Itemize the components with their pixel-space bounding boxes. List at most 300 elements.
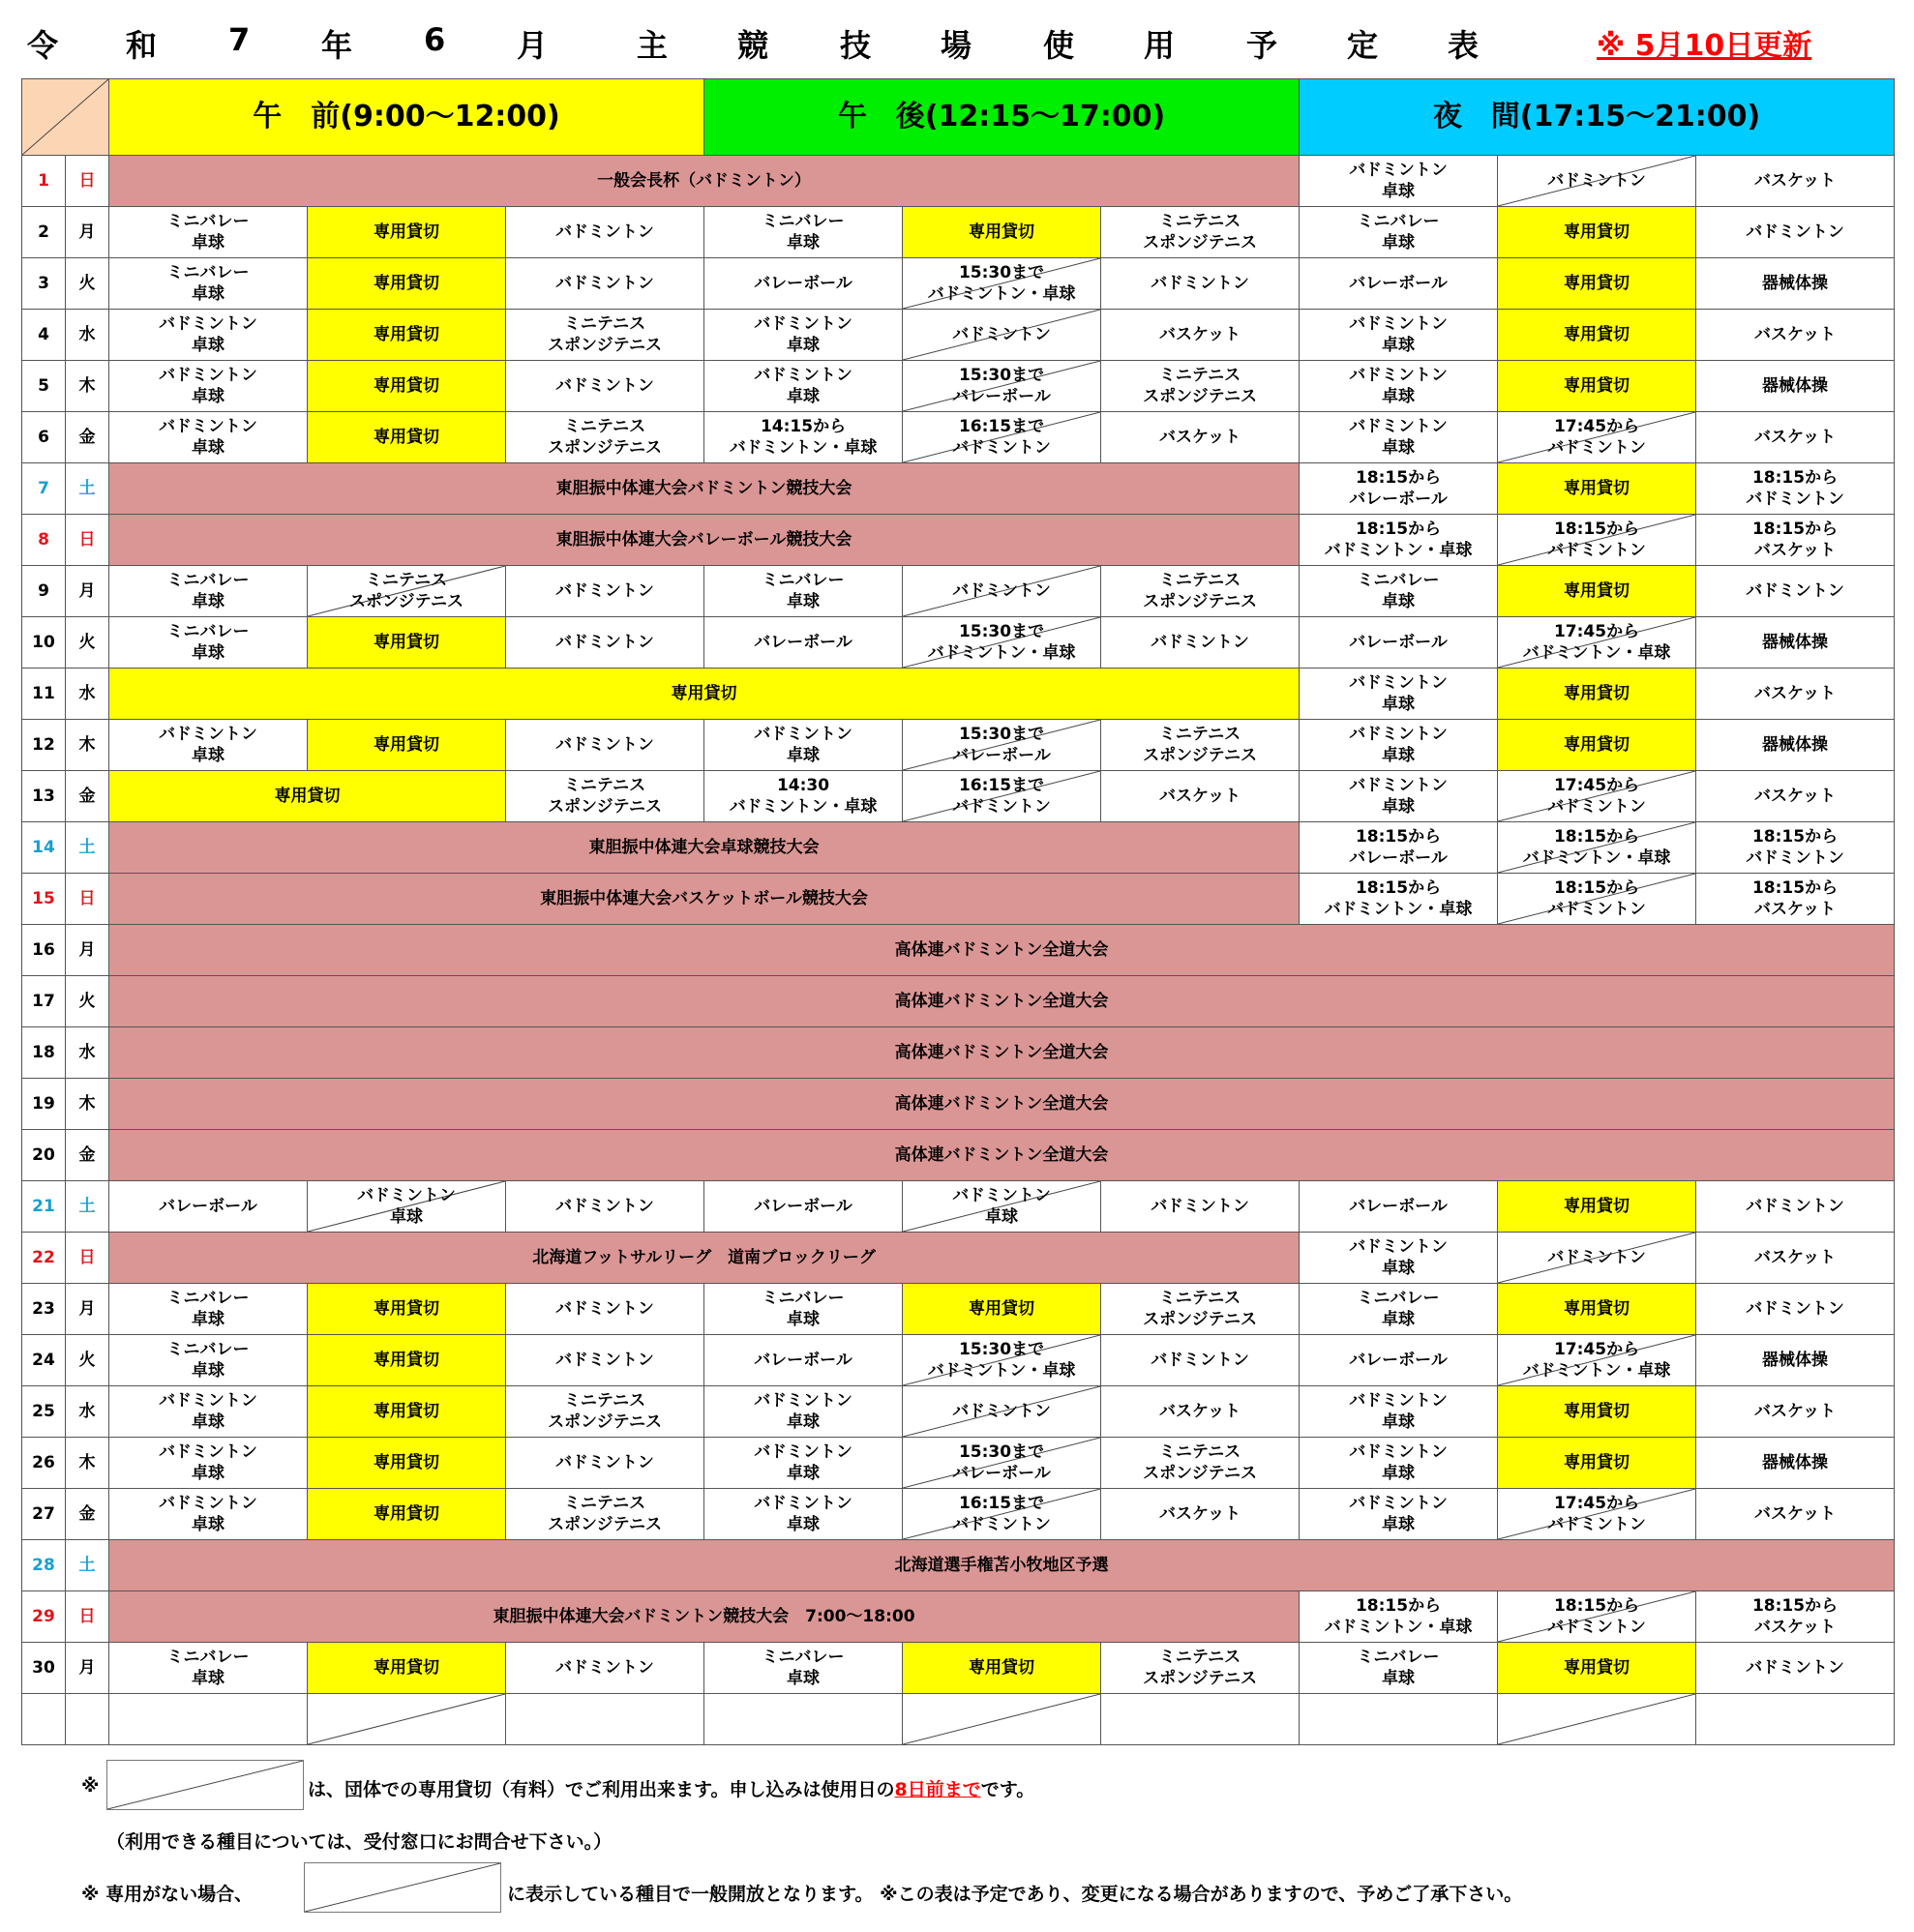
schedule-cell <box>1696 617 1895 669</box>
title-char: 予 <box>1246 27 1278 64</box>
exclusive-rental-cell <box>308 1284 506 1335</box>
rental-available-cell <box>903 1489 1101 1540</box>
rental-available-cell <box>903 566 1101 617</box>
day-number: 13 <box>22 771 66 822</box>
exclusive-rental-cell <box>308 1643 506 1694</box>
day-number: 3 <box>22 258 66 310</box>
cell-text: ミニバレー 卓球 <box>166 1648 250 1688</box>
cell-text: バドミントン <box>555 1299 654 1319</box>
cell-text: バドミントン <box>1151 1197 1249 1216</box>
rental-available-cell <box>903 1438 1101 1489</box>
weekday: 月 <box>66 1643 109 1694</box>
schedule-cell <box>1300 874 1498 925</box>
cell-text: バドミントン <box>555 1658 654 1678</box>
schedule-cell <box>109 412 308 463</box>
cell-text: バレーボール <box>754 1351 852 1370</box>
cell-text: 18:15から バスケット <box>1751 1596 1839 1637</box>
cell-text: バドミントン <box>555 1453 654 1472</box>
cell-text: 器械体操 <box>1762 274 1829 293</box>
cell-text: 専用貸切 <box>374 325 439 344</box>
title-char: 6 <box>424 21 446 58</box>
exclusive-rental-cell <box>1498 1181 1696 1233</box>
cell-text: 東胆振中体連大会バドミントン競技大会 7:00～18:00 <box>493 1607 915 1626</box>
schedule-cell <box>506 720 704 771</box>
cell-text: 専用貸切 <box>374 1658 439 1678</box>
schedule-cell <box>1300 361 1498 412</box>
cell-text: 専用貸切 <box>969 1658 1035 1678</box>
cell-text: バドミントン 卓球 <box>357 1186 456 1227</box>
cell-text: 18:15から バレーボール <box>1349 468 1448 509</box>
schedule-cell <box>1101 258 1300 310</box>
rental-available-cell <box>903 617 1101 669</box>
diagonal-line <box>903 1694 1100 1744</box>
title-char: 主 <box>637 27 669 64</box>
schedule-cell <box>109 1438 308 1489</box>
weekday: 土 <box>66 822 109 874</box>
cell-text: 専用貸切 <box>1564 1453 1630 1472</box>
cell-text: 15:30まで バドミントン・卓球 <box>927 263 1076 304</box>
schedule-cell <box>1300 1335 1498 1386</box>
exclusive-rental-cell <box>1498 463 1696 515</box>
cell-text: 専用貸切 <box>1564 479 1630 498</box>
schedule-cell <box>1696 1591 1895 1643</box>
cell-text: ミニバレー 卓球 <box>762 1289 845 1329</box>
day-row <box>22 412 1895 463</box>
rental-available-cell <box>903 1694 1101 1745</box>
schedule-cell <box>1696 1284 1895 1335</box>
day-number: 30 <box>22 1643 66 1694</box>
cell-text: 17:45から バドミントン <box>1547 1494 1646 1534</box>
cell-text: バレーボール <box>754 274 852 293</box>
cell-text: バドミントン 卓球 <box>952 1186 1051 1227</box>
rental-available-cell <box>903 412 1101 463</box>
schedule-cell <box>1696 1386 1895 1438</box>
cell-text: ミニバレー 卓球 <box>166 212 250 253</box>
deadline-text: 8日前まで <box>894 1779 981 1800</box>
cell-text: 18:15から バドミントン・卓球 <box>1324 520 1473 560</box>
day-number: 9 <box>22 566 66 617</box>
cell-text: ミニテニス スポンジテニス <box>548 776 662 817</box>
day-row <box>22 1335 1895 1386</box>
cell-text: ミニバレー 卓球 <box>166 622 250 663</box>
schedule-cell <box>506 361 704 412</box>
cell-text: 専用貸切 <box>374 376 439 396</box>
exclusive-rental-cell <box>109 669 1300 720</box>
event-cell <box>109 1079 1895 1130</box>
schedule-cell <box>704 1694 903 1745</box>
cell-text: 専用貸切 <box>1564 735 1630 755</box>
cell-text: バドミントン 卓球 <box>754 366 852 406</box>
schedule-cell <box>109 720 308 771</box>
weekday: 月 <box>66 207 109 258</box>
footnote-mark: ※ <box>81 1775 100 1797</box>
title-char: 場 <box>941 27 972 64</box>
schedule-cell <box>1101 1335 1300 1386</box>
exclusive-rental-cell <box>1498 566 1696 617</box>
exclusive-rental-cell <box>1498 669 1696 720</box>
cell-text: バドミントン 卓球 <box>754 1494 852 1534</box>
cell-text: ミニバレー 卓球 <box>166 1289 250 1329</box>
cell-text: ミニテニス スポンジテニス <box>548 314 662 355</box>
cell-text: バドミントン 卓球 <box>159 1391 257 1432</box>
schedule-cell <box>109 1386 308 1438</box>
schedule-cell <box>1300 771 1498 822</box>
schedule-cell <box>704 1284 903 1335</box>
cell-text: 専用貸切 <box>374 274 439 293</box>
schedule-cell <box>704 771 903 822</box>
title-char: 月 <box>517 27 549 64</box>
event-cell <box>109 1130 1895 1181</box>
weekday: 火 <box>66 617 109 669</box>
weekday: 木 <box>66 361 109 412</box>
cell-text: バドミントン 卓球 <box>1349 1442 1448 1483</box>
rental-available-cell <box>1498 1694 1696 1745</box>
cell-text: バドミントン 卓球 <box>754 725 852 765</box>
cell-text: バドミントン <box>1547 171 1646 191</box>
day-number: 20 <box>22 1130 66 1181</box>
weekday: 木 <box>66 1079 109 1130</box>
day-row <box>22 822 1895 874</box>
weekday: 月 <box>66 925 109 976</box>
legend-diagonal-box-2 <box>304 1862 501 1913</box>
day-row <box>22 1130 1895 1181</box>
schedule-cell <box>1101 361 1300 412</box>
cell-text: ミニバレー 卓球 <box>1357 212 1440 253</box>
title-char: 用 <box>1144 27 1176 64</box>
day-number: 1 <box>22 156 66 207</box>
schedule-cell <box>1696 1181 1895 1233</box>
rental-available-cell <box>903 1181 1101 1233</box>
cell-text: バドミントン <box>555 735 654 755</box>
weekday: 金 <box>66 1489 109 1540</box>
day-number: 6 <box>22 412 66 463</box>
rental-available-cell <box>1498 874 1696 925</box>
exclusive-rental-cell <box>308 617 506 669</box>
schedule-cell <box>704 617 903 669</box>
schedule-cell <box>109 1284 308 1335</box>
schedule-cell <box>704 258 903 310</box>
schedule-cell <box>704 1643 903 1694</box>
cell-text: 15:30まで バドミントン・卓球 <box>927 1340 1076 1381</box>
day-row <box>22 1591 1895 1643</box>
day-number: 25 <box>22 1386 66 1438</box>
rental-available-cell <box>903 258 1101 310</box>
day-row <box>22 566 1895 617</box>
weekday: 日 <box>66 1591 109 1643</box>
cell-text: バスケット <box>1158 1402 1241 1421</box>
cell-text: 17:45から バドミントン <box>1547 776 1646 817</box>
day-number: 16 <box>22 925 66 976</box>
cell-text: バドミントン 卓球 <box>1349 725 1448 765</box>
title-char: 7 <box>228 21 251 58</box>
legend-diagonal-line <box>107 1761 303 1809</box>
schedule-cell <box>1696 1489 1895 1540</box>
cell-text: ミニテニス スポンジテニス <box>1143 1289 1257 1329</box>
weekday: 木 <box>66 720 109 771</box>
cell-text: バスケット <box>1753 428 1837 447</box>
cell-text: ミニバレー 卓球 <box>166 1340 250 1381</box>
weekday: 土 <box>66 1181 109 1233</box>
schedule-cell <box>1696 207 1895 258</box>
cell-text: 18:15から バドミントン <box>1547 520 1646 560</box>
weekday: 水 <box>66 1386 109 1438</box>
cell-text: ミニバレー 卓球 <box>762 1648 845 1688</box>
schedule-cell <box>1300 669 1498 720</box>
cell-text: 18:15から バドミントン・卓球 <box>1324 1596 1473 1637</box>
schedule-cell <box>1300 1284 1498 1335</box>
cell-text: バスケット <box>1753 1504 1837 1524</box>
cell-text: 専用貸切 <box>1564 1658 1630 1678</box>
rental-available-cell <box>903 1335 1101 1386</box>
schedule-cell <box>109 1643 308 1694</box>
cell-text: 専用貸切 <box>374 1299 439 1319</box>
day-number: 22 <box>22 1233 66 1284</box>
schedule-cell <box>506 412 704 463</box>
footnote-1 <box>308 1775 1034 1801</box>
day-number: 24 <box>22 1335 66 1386</box>
day-number: 10 <box>22 617 66 669</box>
schedule-cell <box>506 617 704 669</box>
exclusive-rental-cell <box>308 361 506 412</box>
cell-text: バドミントン 卓球 <box>159 366 257 406</box>
schedule-cell <box>506 1489 704 1540</box>
event-cell <box>109 874 1300 925</box>
cell-text: 専用貸切 <box>1564 325 1630 344</box>
cell-text: バレーボール <box>1349 1351 1448 1370</box>
event-cell <box>109 925 1895 976</box>
schedule-grid <box>21 78 1895 1745</box>
weekday: 月 <box>66 566 109 617</box>
day-number: 28 <box>22 1540 66 1591</box>
exclusive-rental-cell <box>308 207 506 258</box>
corner-diagonal <box>22 79 108 155</box>
schedule-cell <box>1300 1438 1498 1489</box>
schedule-cell <box>704 1386 903 1438</box>
day-row <box>22 1284 1895 1335</box>
cell-text: バドミントン <box>1151 274 1249 293</box>
cell-text: 16:15まで バドミントン <box>952 417 1051 458</box>
schedule-cell <box>506 771 704 822</box>
cell-text: 器械体操 <box>1762 1453 1829 1472</box>
schedule-cell <box>1101 1181 1300 1233</box>
event-cell <box>109 1591 1300 1643</box>
cell-text: 東胆振中体連大会バスケットボール競技大会 <box>540 889 868 908</box>
cell-text: 専用貸切 <box>969 1299 1035 1319</box>
rental-available-cell <box>903 310 1101 361</box>
schedule-cell <box>1101 720 1300 771</box>
cell-text: 18:15から バスケット <box>1751 878 1839 919</box>
exclusive-rental-cell <box>308 258 506 310</box>
cell-text: バスケット <box>1753 1402 1837 1421</box>
rental-available-cell <box>903 1386 1101 1438</box>
cell-text: バドミントン <box>1746 223 1844 242</box>
day-row <box>22 1386 1895 1438</box>
exclusive-rental-cell <box>308 412 506 463</box>
cell-text: バドミントン 卓球 <box>1349 1391 1448 1432</box>
cell-text: ミニテニス スポンジテニス <box>1143 1648 1257 1688</box>
rental-available-cell <box>1498 515 1696 566</box>
schedule-cell <box>109 258 308 310</box>
schedule-cell <box>109 361 308 412</box>
schedule-cell <box>1101 566 1300 617</box>
day-row <box>22 258 1895 310</box>
cell-text: ミニバレー 卓球 <box>1357 1648 1440 1688</box>
schedule-cell <box>1101 617 1300 669</box>
cell-text: 器械体操 <box>1762 1351 1829 1370</box>
cell-text: 14:15から バドミントン・卓球 <box>729 417 878 458</box>
cell-text: バドミントン 卓球 <box>754 1391 852 1432</box>
footnote-1-text: は、団体での専用貸切（有料）でご利用出来ます。申し込みは使用日の <box>308 1779 895 1800</box>
cell-text: バドミントン <box>1151 633 1249 652</box>
schedule-cell <box>1696 1643 1895 1694</box>
rental-available-cell <box>1498 617 1696 669</box>
title-char: 競 <box>737 27 769 64</box>
day-row <box>22 925 1895 976</box>
schedule-cell <box>1300 566 1498 617</box>
event-cell <box>109 822 1300 874</box>
schedule-cell <box>1300 515 1498 566</box>
day-number: 23 <box>22 1284 66 1335</box>
rental-available-cell <box>308 1181 506 1233</box>
schedule-cell <box>1300 1233 1498 1284</box>
cell-text: バスケット <box>1158 325 1241 344</box>
footnote-1-end: です。 <box>980 1779 1035 1800</box>
schedule-cell <box>506 566 704 617</box>
cell-text: 18:15から バレーボール <box>1349 827 1448 868</box>
day-number: 15 <box>22 874 66 925</box>
schedule-cell <box>506 1643 704 1694</box>
cell-text: バスケット <box>1158 428 1241 447</box>
day-number: 7 <box>22 463 66 515</box>
exclusive-rental-cell <box>1498 1386 1696 1438</box>
cell-text: 15:30まで バレーボール <box>952 725 1051 765</box>
cell-text: バスケット <box>1753 684 1837 703</box>
schedule-cell <box>1300 617 1498 669</box>
cell-text: 専用貸切 <box>374 735 439 755</box>
weekday <box>66 1694 109 1745</box>
schedule-cell <box>1696 1694 1895 1745</box>
day-number: 4 <box>22 310 66 361</box>
event-cell <box>109 1540 1895 1591</box>
weekday: 日 <box>66 874 109 925</box>
header-row <box>22 79 1895 156</box>
weekday: 木 <box>66 1438 109 1489</box>
schedule-cell <box>1101 1438 1300 1489</box>
cell-text: バドミントン 卓球 <box>1349 366 1448 406</box>
diagonal-line <box>308 1694 505 1744</box>
day-row <box>22 1540 1895 1591</box>
cell-text: バスケット <box>1158 787 1241 806</box>
cell-text: 高体連バドミントン全道大会 <box>894 1145 1109 1165</box>
weekday: 水 <box>66 310 109 361</box>
cell-text: 専用貸切 <box>1564 1197 1630 1216</box>
cell-text: 高体連バドミントン全道大会 <box>894 1043 1109 1062</box>
schedule-cell <box>704 1335 903 1386</box>
cell-text: 専用貸切 <box>1564 274 1630 293</box>
exclusive-rental-cell <box>308 1335 506 1386</box>
schedule-cell <box>1696 412 1895 463</box>
day-row <box>22 1643 1895 1694</box>
rental-available-cell <box>308 1694 506 1745</box>
schedule-cell <box>1696 822 1895 874</box>
event-cell <box>109 976 1895 1027</box>
cell-text: ミニテニス スポンジテニス <box>1143 1442 1257 1483</box>
day-number: 18 <box>22 1027 66 1079</box>
cell-text: バドミントン 卓球 <box>1349 417 1448 458</box>
footnote-3-lead: ※ 専用がない場合、 <box>81 1884 254 1905</box>
day-number: 29 <box>22 1591 66 1643</box>
cell-text: バスケット <box>1753 787 1837 806</box>
event-cell <box>109 463 1300 515</box>
day-row <box>22 310 1895 361</box>
day-row <box>22 515 1895 566</box>
weekday: 水 <box>66 669 109 720</box>
weekday: 火 <box>66 1335 109 1386</box>
cell-text: ミニテニス スポンジテニス <box>1143 571 1257 611</box>
cell-text: 高体連バドミントン全道大会 <box>894 940 1109 960</box>
schedule-cell <box>704 412 903 463</box>
schedule-cell <box>1300 1591 1498 1643</box>
cell-text: 高体連バドミントン全道大会 <box>894 992 1109 1011</box>
schedule-cell <box>109 1694 308 1745</box>
schedule-cell <box>704 1181 903 1233</box>
schedule-cell <box>506 207 704 258</box>
schedule-cell <box>704 720 903 771</box>
cell-text: バドミントン <box>1746 581 1844 601</box>
weekday: 日 <box>66 156 109 207</box>
schedule-cell <box>1101 1694 1300 1745</box>
schedule-cell <box>109 310 308 361</box>
cell-text: 18:15から バドミントン・卓球 <box>1522 827 1671 868</box>
cell-text: バドミントン 卓球 <box>159 417 257 458</box>
schedule-cell <box>1101 412 1300 463</box>
event-cell <box>109 156 1300 207</box>
cell-text: バドミントン <box>952 325 1051 344</box>
rental-available-cell <box>1498 1335 1696 1386</box>
schedule-cell <box>1696 463 1895 515</box>
footnote-3: に表示している種目で一般開放となります。 ※この表は予定であり、変更になる場合がありますので、予めご了承下さい。 <box>507 1884 1523 1905</box>
cell-text: 器械体操 <box>1762 376 1829 396</box>
weekday: 金 <box>66 412 109 463</box>
day-number: 21 <box>22 1181 66 1233</box>
day-row <box>22 156 1895 207</box>
day-row <box>22 463 1895 515</box>
cell-text: バドミントン 卓球 <box>1349 1494 1448 1534</box>
cell-text: ミニバレー 卓球 <box>1357 1289 1440 1329</box>
cell-text: バレーボール <box>754 1197 852 1216</box>
weekday: 金 <box>66 1130 109 1181</box>
cell-text: 専用貸切 <box>374 1351 439 1370</box>
cell-text: 16:15まで バドミントン <box>952 776 1051 817</box>
exclusive-rental-cell <box>1498 361 1696 412</box>
exclusive-rental-cell <box>1498 720 1696 771</box>
corner-cell <box>22 79 109 156</box>
rental-available-cell <box>1498 771 1696 822</box>
header-morning: 午 前(9:00～12:00) <box>109 79 704 156</box>
title-char: 表 <box>1448 27 1480 64</box>
cell-text: バドミントン 卓球 <box>1349 673 1448 714</box>
day-number <box>22 1694 66 1745</box>
cell-text: ミニバレー 卓球 <box>762 212 845 253</box>
cell-text: ミニバレー 卓球 <box>1357 571 1440 611</box>
schedule-cell <box>1696 310 1895 361</box>
cell-text: 17:45から バドミントン・卓球 <box>1522 622 1671 663</box>
cell-text: バレーボール <box>1349 274 1448 293</box>
cell-text: 器械体操 <box>1762 735 1829 755</box>
day-number: 5 <box>22 361 66 412</box>
cell-text: 北海道フットサルリーグ 道南ブロックリーグ <box>532 1248 876 1267</box>
cell-text: 18:15から バスケット <box>1751 520 1839 560</box>
